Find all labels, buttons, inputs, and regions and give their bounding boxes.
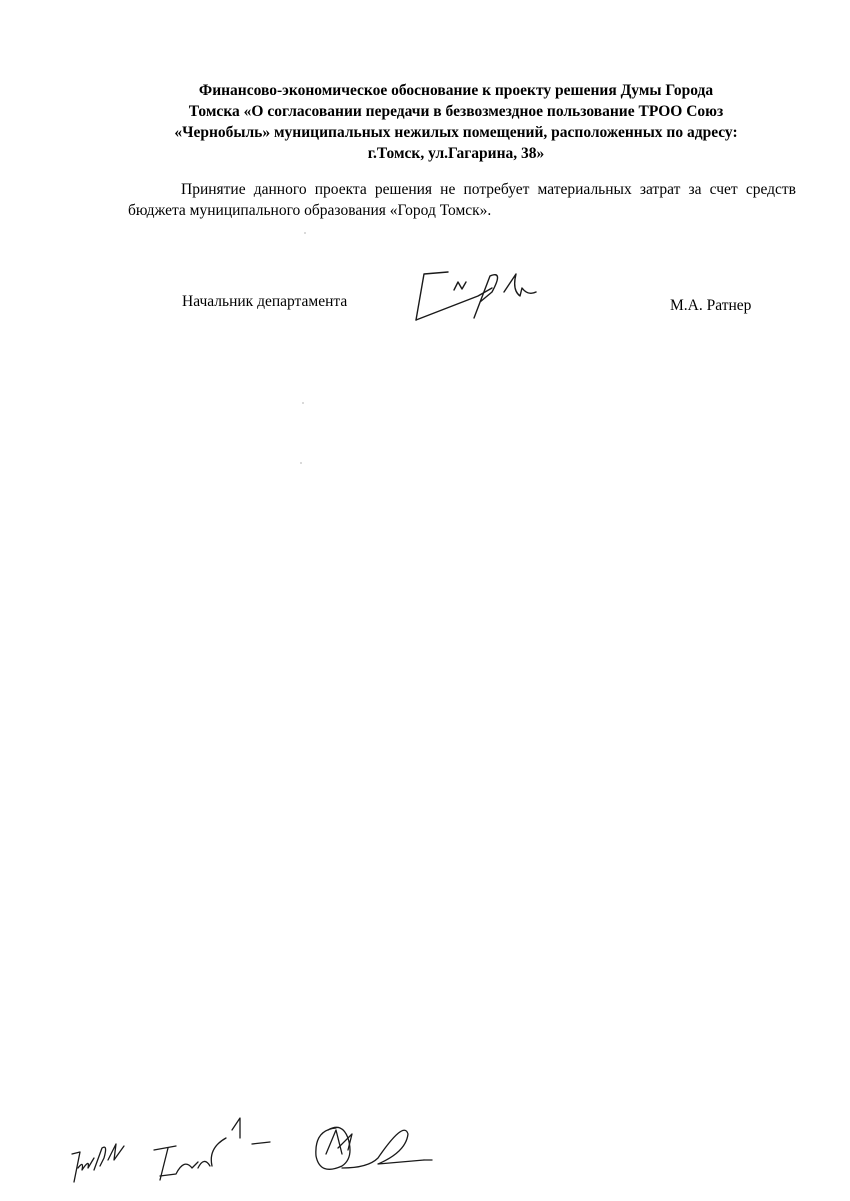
scan-speck	[300, 462, 302, 464]
title-line: Финансово-экономическое обоснование к проекту решения Думы Города	[198, 82, 714, 99]
title-line: Томска «О согласовании передачи в безвозмездное пользование ТРОО Союз	[188, 103, 724, 120]
signatory-role: Начальник департамента	[182, 293, 348, 310]
handwritten-signature-icon	[408, 262, 548, 333]
scan-speck	[302, 402, 304, 404]
handwritten-signature-icon	[308, 1108, 438, 1185]
signatory-name: М.А. Ратнер	[670, 297, 752, 314]
scan-speck	[304, 232, 306, 234]
document-title	[128, 80, 784, 164]
title-line: «Чернобыль» муниципальных нежилых помещений, расположенных по адресу:	[174, 124, 738, 141]
handwritten-signature-icon	[60, 1108, 132, 1193]
body-paragraph: Принятие данного проекта решения не потребует материальных затрат за счет средств бюджета муниципального образования «Город Томск».	[128, 181, 796, 219]
handwritten-signature-icon	[148, 1108, 278, 1193]
title-line: г.Томск, ул.Гагарина, 38»	[367, 145, 545, 162]
